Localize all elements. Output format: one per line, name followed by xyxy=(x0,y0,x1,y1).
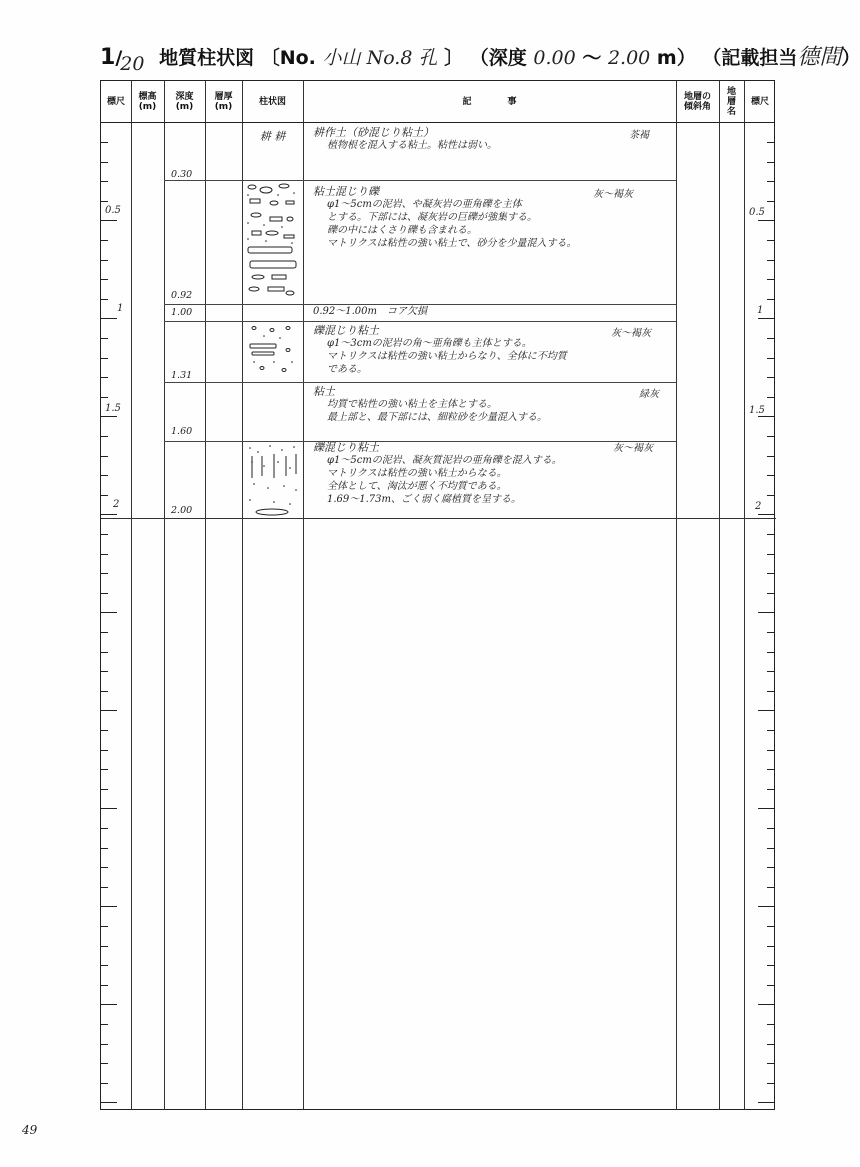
scale-tick xyxy=(767,279,774,280)
scale-tick xyxy=(101,554,108,555)
scale-tick xyxy=(101,201,108,202)
scale-tick xyxy=(101,769,108,770)
header-formation: 地 層 名 xyxy=(726,86,736,117)
scale-tick xyxy=(767,750,774,751)
scale-tick xyxy=(101,848,108,849)
scale-tick xyxy=(101,142,108,143)
layer-description xyxy=(313,385,547,424)
scale-tick xyxy=(101,358,108,359)
scale-tick xyxy=(767,377,774,378)
scale-tick xyxy=(767,632,774,633)
scale-tick xyxy=(767,142,774,143)
boring-number: 小山 No.8 孔 xyxy=(322,47,438,69)
depth-from: 0.00 xyxy=(533,47,576,69)
layer-color: 灰～褐灰 xyxy=(593,189,633,200)
scale-tick xyxy=(767,456,774,457)
scale-tick xyxy=(101,887,108,888)
scale-tick xyxy=(767,652,774,653)
scale-tick xyxy=(101,867,108,868)
scale-tick xyxy=(101,534,108,535)
scale-tick xyxy=(758,906,774,907)
layer-name: 粘土 xyxy=(313,385,335,398)
column-symbol-gravel xyxy=(244,181,301,304)
depth-sep: ～ xyxy=(582,47,602,69)
scale-tick xyxy=(101,318,117,319)
layer-name: 礫混じり粘土 xyxy=(313,324,379,337)
scale-tick xyxy=(101,750,108,751)
layer-color: 灰～褐灰 xyxy=(613,443,653,454)
scale-tick xyxy=(101,240,108,241)
scale-tick xyxy=(101,377,108,378)
depth-to: 2.00 xyxy=(607,47,651,69)
column-symbol-gravelly-clay-lower xyxy=(244,442,301,518)
scale-tick xyxy=(101,632,108,633)
scale-tick xyxy=(767,769,774,770)
layer-description xyxy=(313,185,577,250)
depth-label: 1.60 xyxy=(171,426,193,437)
sheet-title: 1/20 地質柱状図 〔No. 小山 No.8 孔 〕 （深度 0.00 ～ 2.00 m） （記載担当德間） xyxy=(100,40,800,76)
layer-line: とする。下部には、凝灰岩の巨礫が強集する。 xyxy=(327,212,537,223)
scale-tick xyxy=(767,887,774,888)
scale-tick xyxy=(101,652,108,653)
scale-label-right-1: 1 xyxy=(757,305,764,316)
scale-tick xyxy=(101,828,108,829)
scale-label-right-0-5: 0.5 xyxy=(749,207,765,218)
depth-label: 1.00 xyxy=(171,307,193,318)
layer-line: マトリクスは粘性の強い粘土からなる。 xyxy=(327,468,507,479)
no-close: 〕 xyxy=(444,47,464,69)
scale-tick xyxy=(767,475,774,476)
header-thickness: 層厚 (m) xyxy=(214,91,233,112)
scale-tick xyxy=(767,201,774,202)
depth-label: 0.92 xyxy=(171,290,193,301)
scale-tick xyxy=(101,985,108,986)
scale-tick xyxy=(101,416,117,417)
scale-tick xyxy=(101,397,108,398)
header-description: 記 事 xyxy=(462,96,517,107)
scale-tick xyxy=(767,691,774,692)
depth-unit: m） xyxy=(656,47,696,69)
depth-open: （深度 xyxy=(469,47,527,69)
scale-tick xyxy=(101,1083,108,1084)
scale-label-1-5: 1.5 xyxy=(105,403,121,414)
scale-tick xyxy=(101,299,108,300)
layer-line: 均質で粘性の強い粘土を主体とする。 xyxy=(327,399,497,410)
scale-tick xyxy=(101,946,108,947)
scale-tick xyxy=(101,436,108,437)
scale-tick xyxy=(101,495,108,496)
recorder-name: 德間 xyxy=(797,45,842,70)
no-open: 〔No. xyxy=(260,47,316,69)
core-loss-note: 0.92～1.00m コア欠損 xyxy=(313,306,428,317)
layer-line: 全体として、淘汰が悪く不均質である。 xyxy=(327,481,507,492)
scale-tick xyxy=(767,828,774,829)
scale-tick xyxy=(767,554,774,555)
scale-tick xyxy=(101,710,117,711)
scale-tick xyxy=(101,162,108,163)
layer-name: 粘土混じり礫 xyxy=(313,185,379,198)
scale-numerator: 1 xyxy=(100,45,116,70)
scale-tick xyxy=(101,1063,108,1064)
scale-tick xyxy=(101,671,108,672)
layer-description xyxy=(313,441,562,506)
scale-label-right-1-5: 1.5 xyxy=(749,405,765,416)
scale-tick xyxy=(767,1083,774,1084)
scale-tick xyxy=(758,416,774,417)
header-depth: 深度 (m) xyxy=(175,91,194,112)
scale-tick xyxy=(101,260,108,261)
scale-tick xyxy=(767,534,774,535)
scale-tick xyxy=(101,1102,117,1103)
layer-line: 1.69～1.73m、ごく弱く腐植質を呈する。 xyxy=(327,494,522,505)
header-scale-right: 標尺 xyxy=(750,96,769,107)
scale-tick xyxy=(767,1063,774,1064)
scale-tick xyxy=(767,338,774,339)
depth-label: 0.30 xyxy=(171,169,193,180)
scale-tick xyxy=(101,475,108,476)
scale-tick xyxy=(767,867,774,868)
layer-line: φ1～5cmの泥岩、や凝灰岩の亜角礫を主体 xyxy=(327,199,522,210)
depth-label: 1.31 xyxy=(171,370,193,381)
scale-tick xyxy=(767,397,774,398)
scale-tick xyxy=(101,1004,117,1005)
scale-tick xyxy=(767,358,774,359)
recorder-label: （記載担当 xyxy=(702,47,798,69)
layer-line: マトリクスは粘性の強い粘土で、砂分を少量混入する。 xyxy=(327,238,577,249)
scale-label-2: 2 xyxy=(113,499,120,510)
page-number: 49 xyxy=(22,1123,38,1137)
layer-line: φ1～3cmの泥岩の角～亜角礫も主体とする。 xyxy=(327,338,532,349)
scale-tick xyxy=(101,220,117,221)
scale-tick xyxy=(758,710,774,711)
scale-tick xyxy=(758,808,774,809)
scale-tick xyxy=(101,1024,108,1025)
column-symbol-topsoil: 耕 耕 xyxy=(259,130,286,143)
scale-tick xyxy=(767,848,774,849)
scale-tick xyxy=(101,906,117,907)
scale-label-1: 1 xyxy=(117,303,124,314)
layer-description xyxy=(313,126,497,152)
scale-tick xyxy=(101,965,108,966)
depth-label: 2.00 xyxy=(171,505,193,516)
scale-tick xyxy=(101,789,108,790)
scale-tick xyxy=(101,926,108,927)
scale-tick xyxy=(758,1102,774,1103)
scale-tick xyxy=(767,730,774,731)
scale-tick xyxy=(101,808,117,809)
scale-tick xyxy=(767,436,774,437)
layer-line: 植物根を混入する粘土。粘性は弱い。 xyxy=(327,140,497,151)
scale-tick xyxy=(767,965,774,966)
scale-tick xyxy=(767,260,774,261)
scale-tick xyxy=(758,514,774,515)
column-symbol-gravelly-clay xyxy=(244,322,301,382)
scale-tick xyxy=(767,985,774,986)
scale-tick xyxy=(101,1044,108,1045)
scale-tick xyxy=(767,926,774,927)
scale-tick xyxy=(101,593,108,594)
header-column: 柱状図 xyxy=(258,96,286,107)
layer-color: 緑灰 xyxy=(639,389,659,400)
recorder-close: ） xyxy=(841,47,860,69)
scale-tick xyxy=(767,240,774,241)
layer-line: マトリクスは粘性の強い粘土からなり、全体に不均質 xyxy=(327,351,567,362)
scale-tick xyxy=(101,338,108,339)
layer-color: 茶褐 xyxy=(629,130,649,141)
scale-tick xyxy=(758,612,774,613)
scale-tick xyxy=(767,573,774,574)
scale-tick xyxy=(767,495,774,496)
scale-tick xyxy=(758,318,774,319)
scale-tick xyxy=(101,691,108,692)
scale-tick xyxy=(101,573,108,574)
scale-tick xyxy=(767,162,774,163)
scale-tick xyxy=(101,456,108,457)
scale-tick xyxy=(101,279,108,280)
scale-tick xyxy=(101,612,117,613)
scale-tick xyxy=(767,181,774,182)
layer-line: φ1～5cmの泥岩、凝灰質泥岩の亜角礫を混入する。 xyxy=(327,455,562,466)
scale-tick xyxy=(758,1004,774,1005)
scale-tick xyxy=(767,1044,774,1045)
scale-label-0-5: 0.5 xyxy=(105,205,121,216)
scale-label-right-2: 2 xyxy=(755,501,762,512)
scale-tick xyxy=(767,671,774,672)
scale-tick xyxy=(767,1024,774,1025)
scale-tick xyxy=(101,730,108,731)
scale-tick xyxy=(101,181,108,182)
title-text: 地質柱状図 xyxy=(159,47,255,69)
scale-tick xyxy=(758,220,774,221)
layer-color: 灰～褐灰 xyxy=(611,328,651,339)
layer-name: 礫混じり粘土 xyxy=(313,441,379,454)
scale-tick xyxy=(767,593,774,594)
layer-description xyxy=(313,305,427,318)
scale-tick xyxy=(767,299,774,300)
scale-tick xyxy=(101,514,117,515)
layer-name: 耕作土（砂混じり粘土） xyxy=(313,126,434,139)
scale-tick xyxy=(767,789,774,790)
layer-line: である。 xyxy=(327,364,367,375)
header-scale: 標尺 xyxy=(106,96,125,107)
boring-log-table xyxy=(100,80,775,1110)
scale-tick xyxy=(767,946,774,947)
header-dip: 地層の 傾斜角 xyxy=(683,91,711,112)
layer-description xyxy=(313,324,567,376)
header-elevation: 標高 (m) xyxy=(138,91,157,112)
layer-line: 最上部と、最下部には、細粒砂を少量混入する。 xyxy=(327,412,547,423)
scale-denominator: 20 xyxy=(120,53,145,75)
layer-line: 礫の中にはくさり礫も含まれる。 xyxy=(327,225,477,236)
